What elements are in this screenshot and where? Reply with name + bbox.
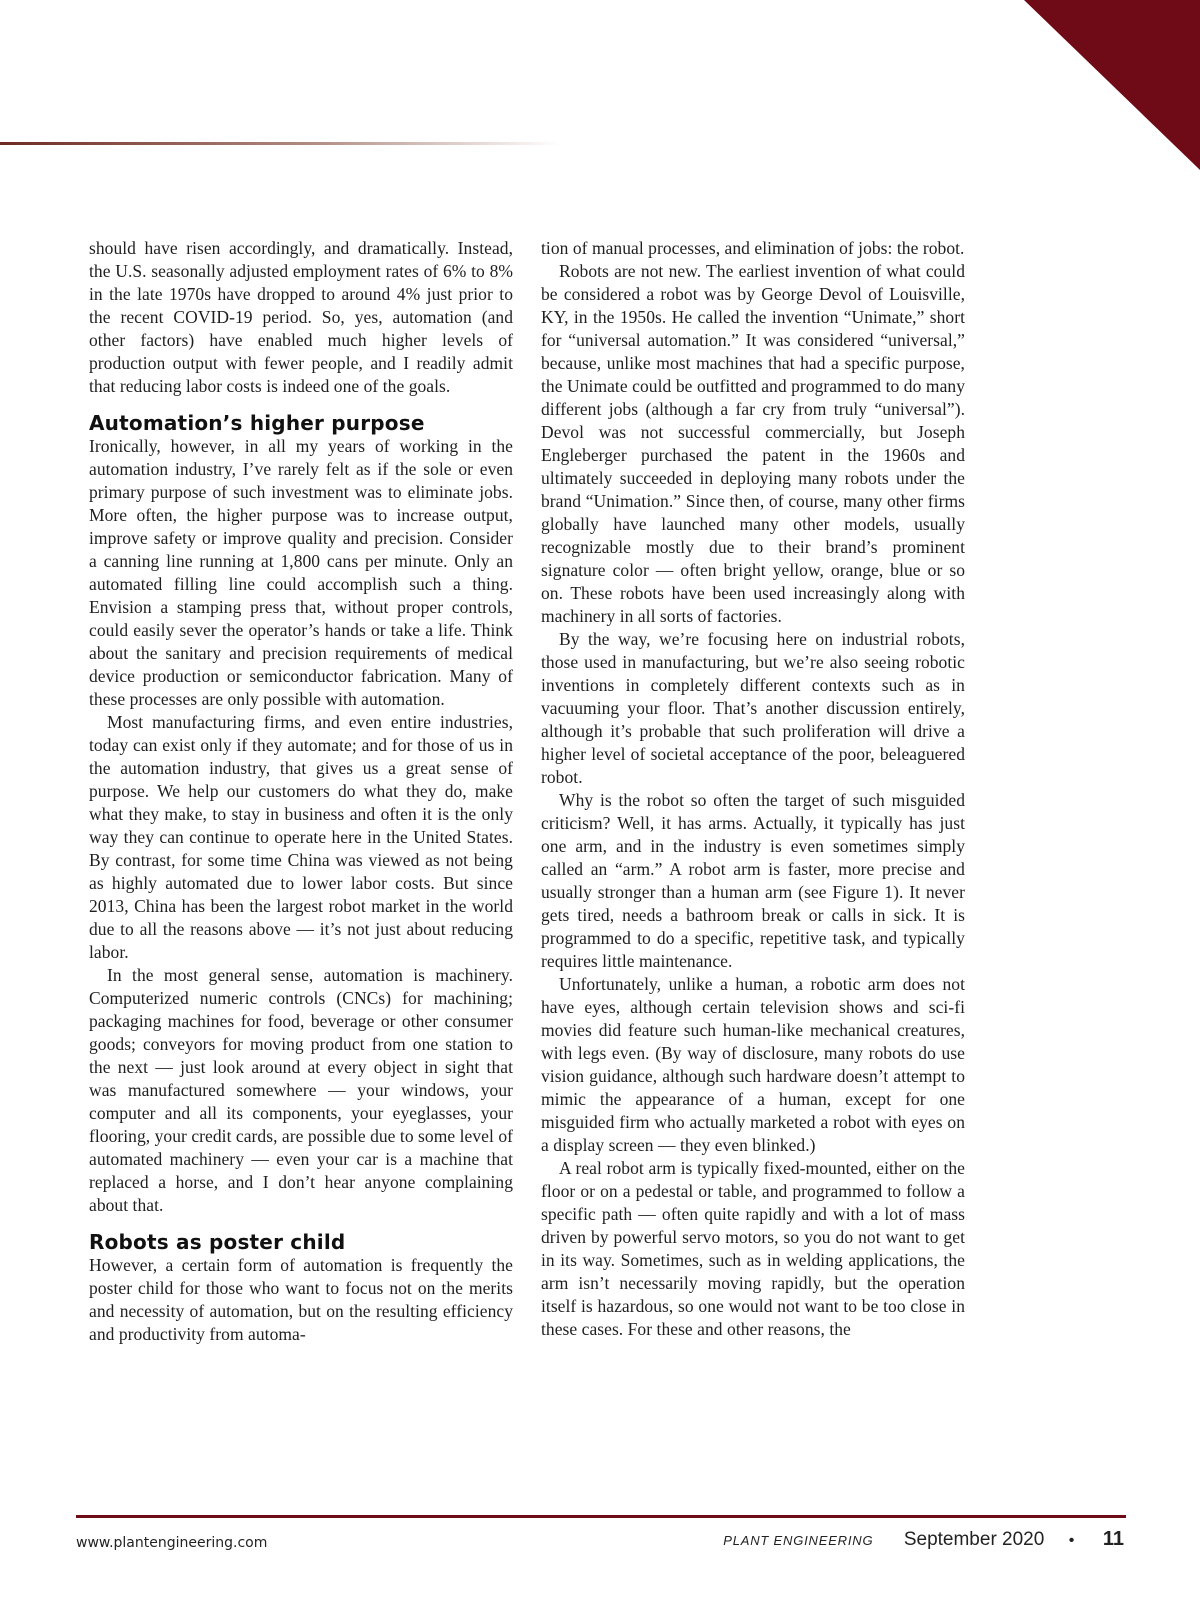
page-number: 11	[1102, 1528, 1124, 1550]
paragraph: However, a certain form of automation is frequently the poster child for those who want to focus not on the merits and necessity of automation, but on the resulting efficiency and productivity from automa-	[89, 1255, 513, 1344]
corner-accent-triangle	[1024, 0, 1200, 170]
magazine-name: PLANT ENGINEERING	[723, 1533, 874, 1548]
paragraph: should have risen accordingly, and dramatically. Instead, the U.S. seasonally adjusted employment rates of 6% to 8% in the late 1970s have dropped to around 4% just prior to the recent COVID-19 period. So, yes, automation (and other factors) have enabled much higher levels of production output with fewer people, and I readily admit that reducing labor costs is indeed one of the goals.	[89, 238, 513, 396]
bullet-separator: •	[1068, 1532, 1075, 1549]
paragraph: tion of manual processes, and elimination of jobs: the robot.	[541, 238, 965, 258]
paragraph: Unfortunately, unlike a human, a robotic arm does not have eyes, although certain television shows and sci-fi movies did feature such human-like mechanical creatures, with legs even. (By way of disclosure, many robots do use vision guidance, although such hardware doesn’t attempt to mimic the appearance of a human, except for one misguided firm who actually marketed a robot with eyes on a display screen — they even blinked.)	[541, 974, 965, 1155]
section-heading: Robots as poster child	[89, 1230, 346, 1254]
paragraph: Robots are not new. The earliest invention of what could be considered a robot was by George Devol of Louisville, KY, in the 1950s. He called the invention “Unimate,” short for “universal automation.” It was considered “universal,” because, unlike most machines that had a specific purpose, the Unimate could be outfitted and programmed to do many different jobs (although a far cry from truly “universal”). Devol was not successful commercially, but Joseph Engleberger purchased the patent in the 1960s and ultimately succeeded in deploying many robots under the brand “Unimation.” Since then, of course, many other firms globally have launched many other models, usually recognizable mostly due to their brand’s prominent signature color — often bright yellow, orange, blue or so on. These robots have been used increasingly along with machinery in all sorts of factories.	[541, 261, 965, 626]
paragraph: A real robot arm is typically fixed-mounted, either on the floor or on a pedestal or table, and programmed to follow a specific path — often quite rapidly and with a lot of mass driven by powerful servo motors, so you do not want to get in its way. Sometimes, such as in welding applications, the arm isn’t necessarily moving rapidly, but the operation itself is hazardous, so one would not want to be too close in these cases. For these and other reasons, the	[541, 1158, 965, 1339]
paragraph: In the most general sense, automation is machinery. Computerized numeric controls (CNCs) for machining; packaging machines for food, beverage or other consumer goods; conveyors for moving product from one station to the next — just look around at every object in sight that was manufactured somewhere — your windows, your computer and all its components, your eyeglasses, your flooring, your credit cards, are possible due to some level of automated machinery — even your car is a machine that replaced a horse, and I don’t hear anyone complaining about that.	[89, 965, 513, 1215]
footer-folio	[723, 1528, 1124, 1551]
paragraph: Most manufacturing firms, and even entire industries, today can exist only if they automate; and for those of us in the automation industry, that gives us a great sense of purpose. We help our customers do what they do, make what they make, to stay in business and often it is the only way they can continue to operate here in the United States. By contrast, for some time China was viewed as not being as highly automated due to lower labor costs. But since 2013, China has been the largest robot market in the world due to all the reasons above — it’s not just about reducing labor.	[89, 712, 513, 962]
article-column-right	[541, 237, 965, 1341]
paragraph: Why is the robot so often the target of such misguided criticism? Well, it has arms. Actually, it typically has just one arm, and in the industry is even sometimes simply called an “arm.” A robot arm is faster, more precise and usually stronger than a human arm (see Figure 1). It never gets tired, needs a bathroom break or calls in sick. It is programmed to do a specific, repetitive task, and typically requires little maintenance.	[541, 790, 965, 971]
paragraph: By the way, we’re focusing here on industrial robots, those used in manufacturing, but we’re also seeing robotic inventions in completely different contexts such as in vacuuming your floor. That’s another discussion entirely, although it’s probable that such proliferation will drive a higher level of societal acceptance of the poor, beleaguered robot.	[541, 629, 965, 787]
footer-website-link[interactable]: www.plantengineering.com	[76, 1535, 268, 1551]
issue-date: September 2020	[903, 1529, 1045, 1550]
article-column-left	[89, 237, 513, 1346]
footer-divider	[76, 1515, 1126, 1518]
paragraph: Ironically, however, in all my years of working in the automation industry, I’ve rarely felt as if the sole or even primary purpose of such investment was to eliminate jobs. More often, the higher purpose was to increase output, improve safety or improve quality and precision. Consider a canning line running at 1,800 cans per minute. Only an automated filling line could accomplish such a thing. Envision a stamping press that, without proper controls, could easily sever the operator’s hands or take a life. Think about the sanitary and precision requirements of medical device production or semiconductor fabrication. Many of these processes are only possible with automation.	[89, 436, 513, 709]
section-heading: Automation’s higher purpose	[89, 411, 425, 435]
header-divider	[0, 142, 560, 145]
